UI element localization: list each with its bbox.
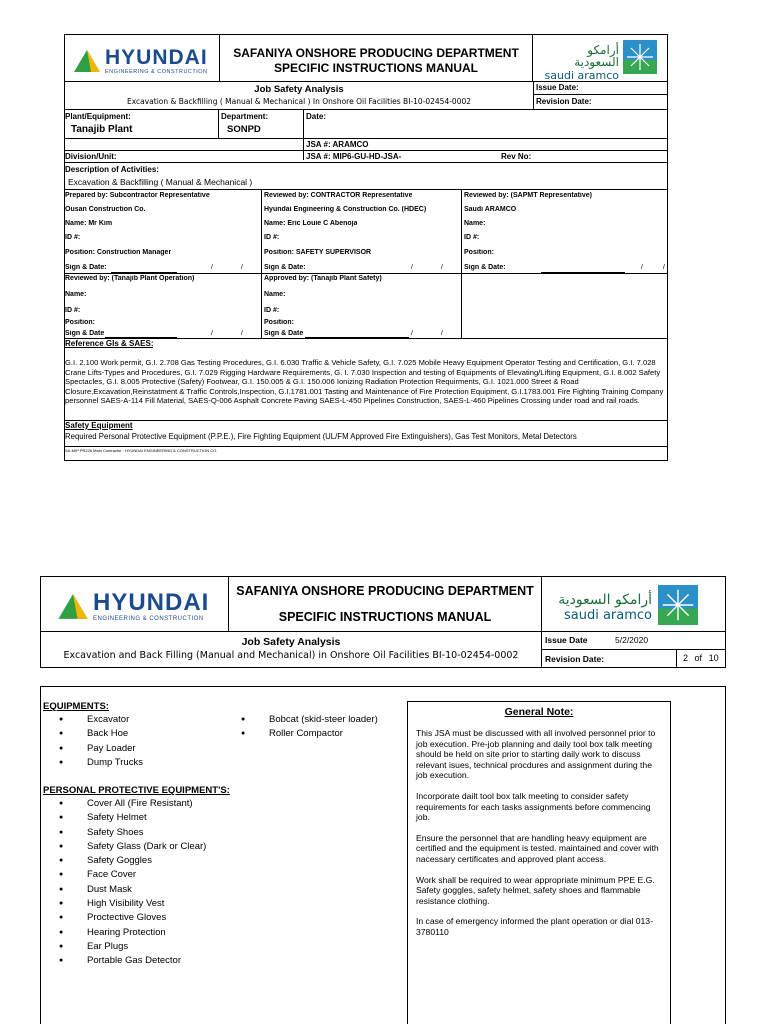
- list-item: ● Dust Mask: [41, 883, 341, 897]
- reviewed-plant-id-label: ID #:: [65, 307, 81, 314]
- manual-title: SPECIFIC INSTRUCTIONS MANUAL: [274, 61, 478, 75]
- equipments-heading: EQUIPMENTS:: [43, 701, 109, 712]
- hyundai-logo: [57, 591, 209, 622]
- hyundai-subtitle: ENGINEERING & CONSTRUCTION: [93, 616, 204, 622]
- date-slash: /: [411, 264, 413, 271]
- doc1-header: [64, 34, 668, 82]
- plant-value: Tanajib Plant: [71, 124, 133, 135]
- department-value: SONPD: [227, 124, 261, 135]
- page-number-cell: [676, 650, 726, 667]
- reviewed-contractor-company: Hyundai Engineering & Construction Co. (HDEC): [264, 206, 427, 213]
- rev-no-label: Rev No:: [501, 152, 532, 161]
- doc1-form: [64, 110, 668, 461]
- page-of: of: [694, 653, 703, 663]
- doc1-title-cell: [220, 35, 532, 81]
- date-slash: /: [211, 330, 213, 337]
- list-item: ● Safety Shoes: [41, 826, 341, 840]
- safety-equipment-label: Safety Equipment: [65, 421, 133, 430]
- aramco-arabic-text: أرامكو السعودية: [558, 592, 652, 608]
- description-label: Description of Activities:: [65, 165, 159, 174]
- reviewed-contractor-position: Position: SAFETY SUPERVISOR: [264, 249, 372, 256]
- general-note-heading: General Note:: [504, 706, 574, 718]
- reviewed-contractor-sign-date: Sign & Date:: [264, 264, 306, 271]
- dept-title: SAFANIYA ONSHORE PRODUCING DEPARTMENT: [236, 584, 534, 598]
- jsa-subtitle: Excavation and Back Filling (Manual and Mechanical) in Onshore Oil Facilities BI-10-02454-0002: [63, 650, 519, 661]
- reviewed-plant-position: Position:: [65, 319, 95, 326]
- date-slash: /: [211, 264, 213, 271]
- reviewed-sapmt-id-label: ID #:: [464, 234, 480, 241]
- list-item: ● Portable Gas Detector: [41, 954, 341, 968]
- equipments-list-left: [41, 713, 231, 770]
- approved-sign-date: Sign & Date: [264, 330, 304, 337]
- reviewed-sapmt-company: Saudi ARAMCO: [464, 206, 517, 213]
- reviewed-sapmt-label: Reviewed by: (SAPMT Representative): [464, 192, 592, 199]
- hyundai-subtitle: ENGINEERING & CONSTRUCTION: [105, 69, 208, 75]
- issue-date-value: 5/2/2020: [615, 635, 649, 645]
- reviewed-contractor-name: Name: Eric Louie C Abenoja: [264, 220, 358, 227]
- plant-label: Plant/Equipment:: [65, 112, 131, 121]
- reference-text: G.I. 2.100 Work permit, G.I. 2.708 Gas Testing Procedures, G.I. 6.030 Traffic & Vehicle Safety, G.I. 7.025 Mobile Heavy Equipment Operator Testing and Certification, G.I. 7.028 Crane Lifts-Types and Procedures, G.I. 7.029 Rigging Hardware Requirements, G. I. 7.030 Inspection and testing of Equipments of Elevating/Lifting Equipment, G.I. 8.002 Safety Spectacles, G.I. 8.005 Protective (Safety) Footwear, G.I. 150.005 & G.I. 150.006 Ionizing Radiation Protection Requirments, G.I. 1021.000 Street & Road Closure,Excavation,Reinstatment & Traffic Controls,Inspection, G.I.1781.001 Tasting and Maintenance of Fire Protection Equipment, G.I.1783.001 Fire Fighting Training Company personnel SAES-A-114 Fill Material, SAES-Q-006 Asphalt Concrete Paving SAES-L-450 Pipelines Construction, SAES-L-460 Pipelines Crossing under road and rail roads.: [65, 358, 664, 406]
- note-paragraph: Ensure the personnel that are handling heavy equipment are certified and the equipment is tested. maintained and cover with nacessary certificates and approved plant access.: [416, 832, 659, 864]
- list-item: ● Back Hoe: [41, 727, 231, 741]
- hyundai-wordmark: HYUNDAI: [93, 589, 210, 616]
- issue-date-label: Issue Date: [545, 635, 588, 645]
- doc1-logo-cell: [65, 35, 220, 81]
- approved-label: Approved by: (Tanajib Plant Safety): [264, 275, 382, 282]
- jsa-number-aramco: JSA #: ARAMCO: [306, 140, 369, 149]
- list-item: ● Proctective Gloves: [41, 911, 341, 925]
- doc2-content: [40, 686, 726, 1024]
- doc2-header: [40, 576, 726, 632]
- list-item: ● High Visibility Vest: [41, 897, 341, 911]
- department-label: Department:: [221, 112, 269, 121]
- issue-date-label: Issue Date:: [533, 82, 668, 95]
- aramco-arabic-text: أرامكو السعودية: [574, 43, 619, 69]
- aramco-logo: [552, 593, 652, 622]
- doc1-page: [0, 0, 768, 470]
- date-label: Date:: [306, 112, 327, 121]
- doc1-jsa-row: [64, 82, 668, 110]
- hyundai-triangle-icon: [57, 593, 89, 620]
- page-total: 10: [708, 653, 719, 663]
- revision-date-label: Revision Date:: [533, 95, 668, 109]
- reviewed-sapmt-name: Name:: [464, 220, 486, 227]
- aramco-logo: [539, 44, 619, 81]
- approved-id-label: ID #:: [264, 307, 280, 314]
- reviewed-contractor-label: Reviewed by: CONTRACTOR Representative: [264, 192, 413, 199]
- note-paragraph: Incorporate dailt tool box talk meeting to consider safety requirements for each tasks assignments before commencing job.: [416, 790, 651, 823]
- ppe-heading: PERSONAL PROTECTIVE EQUIPMENT'S:: [43, 785, 230, 796]
- date-slash: /: [441, 330, 443, 337]
- date-slash: /: [411, 330, 413, 337]
- dept-title: SAFANIYA ONSHORE PRODUCING DEPARTMENT: [233, 46, 519, 60]
- reference-label: Reference GIs & SAES:: [65, 339, 154, 348]
- date-slash: /: [441, 264, 443, 271]
- reviewed-sapmt-sign-date: Sign & Date:: [464, 264, 506, 271]
- doc2-jsa-row: [40, 632, 726, 668]
- description-value: Excavation & Backfilling ( Manual & Mechanical ): [68, 177, 253, 187]
- reviewed-plant-label: Reviewed by: (Tanajib Plant Operation): [65, 275, 195, 282]
- list-item: ● Ear Plugs: [41, 940, 341, 954]
- approved-name: Name:: [264, 291, 286, 298]
- jsa-subtitle: Excavation & Backfilling ( Manual & Mechanical ) In Onshore Oil Facilities BI-10-02454-0002: [126, 97, 472, 106]
- issue-date-cell: [541, 632, 726, 650]
- reviewed-plant-sign-date: Sign & Date: [65, 330, 105, 337]
- list-item: ● Dump Trucks: [41, 756, 231, 770]
- list-item: ● Bobcat (skid-steer loader): [223, 713, 413, 727]
- doc1-aramco-cell: [532, 35, 668, 81]
- date-slash: /: [241, 330, 243, 337]
- prepared-id-label: ID #:: [65, 234, 81, 241]
- list-item: ● Excavator: [41, 713, 231, 727]
- doc2-title-cell: [229, 577, 541, 631]
- aramco-star-icon: [623, 40, 657, 74]
- doc2-page: [0, 570, 768, 1024]
- list-item: ● Safety Helmet: [41, 811, 341, 825]
- list-item: ● Safety Glass (Dark or Clear): [41, 840, 341, 854]
- note-paragraph: In case of emergency informed the plant operation or dial 013-3780110: [416, 916, 653, 937]
- hyundai-logo: [73, 47, 208, 75]
- hyundai-triangle-icon: [73, 49, 101, 73]
- list-item: ● Pay Loader: [41, 742, 231, 756]
- date-slash: /: [663, 264, 665, 271]
- list-item: ● Hearing Protection: [41, 926, 341, 940]
- footer-text: SA-MIP PR226 Main Contractor : HYUNDAI ENGINEERING & CONSTRUCTION CO.: [65, 448, 218, 453]
- aramco-star-icon: [658, 585, 698, 625]
- prepared-name: Name: Mr Kim: [65, 220, 113, 227]
- date-slash: /: [641, 264, 643, 271]
- jsa-title: Job Safety Analysis: [241, 636, 341, 648]
- aramco-english-text: saudi aramco: [544, 69, 619, 82]
- list-item: ● Safety Goggles: [41, 854, 341, 868]
- revision-date-cell: [541, 650, 726, 667]
- prepared-position: Position: Construction Manager: [65, 249, 172, 256]
- general-note-box: [407, 701, 671, 1024]
- prepared-by-label: Prepared by: Subcontractor Representative: [65, 192, 210, 199]
- revision-date-label: Revision Date:: [545, 654, 605, 664]
- jsa-number-hdec: JSA #: MIP6-GU-HD-JSA-: [306, 152, 402, 161]
- list-item: ● Roller Compactor: [223, 727, 413, 741]
- safety-equipment-text: Required Personal Protective Equipment (P.P.E.), Fire Fighting Equipment (UL/FM Approved Fire Extinguishers), Gas Test Monitors, Metal Detectors: [65, 432, 577, 441]
- doc2-aramco-cell: [541, 577, 726, 631]
- reviewed-contractor-id-label: ID #:: [264, 234, 280, 241]
- list-item: ● Cover All (Fire Resistant): [41, 797, 341, 811]
- equipments-list-right: [223, 713, 413, 742]
- jsa-title: Job Safety Analysis: [254, 84, 344, 95]
- page-current: 2: [683, 653, 689, 663]
- date-slash: /: [241, 264, 243, 271]
- prepared-sign-date: Sign & Date:: [65, 264, 107, 271]
- division-label: Division/Unit:: [65, 152, 117, 161]
- aramco-english-text: saudi aramco: [563, 608, 652, 623]
- reviewed-plant-name: Name:: [65, 291, 87, 298]
- general-note-body: [408, 718, 670, 938]
- approved-position: Position:: [264, 319, 294, 326]
- doc2-logo-cell: [41, 577, 229, 631]
- ppe-list: [41, 797, 341, 969]
- reviewed-sapmt-position: Position:: [464, 249, 494, 256]
- list-item: ● Face Cover: [41, 868, 341, 882]
- note-paragraph: Work shall be required to wear appropriate minimum PPE E.G. Safety goggles, safety helmet, safety shoes and flammable resistance clothing.: [416, 874, 655, 906]
- manual-title: SPECIFIC INSTRUCTIONS MANUAL: [278, 610, 492, 624]
- hyundai-wordmark: HYUNDAI: [105, 46, 208, 69]
- prepared-company: Ousan Construction Co.: [65, 206, 146, 213]
- note-paragraph: This JSA must be discussed with all involved personnel prior to job execution. Pre-job planning and daily tool box talk meeting should be held on site prior to starting daily work to discuss relevant isues, technical procdures and assignment during the job execution.: [416, 728, 656, 781]
